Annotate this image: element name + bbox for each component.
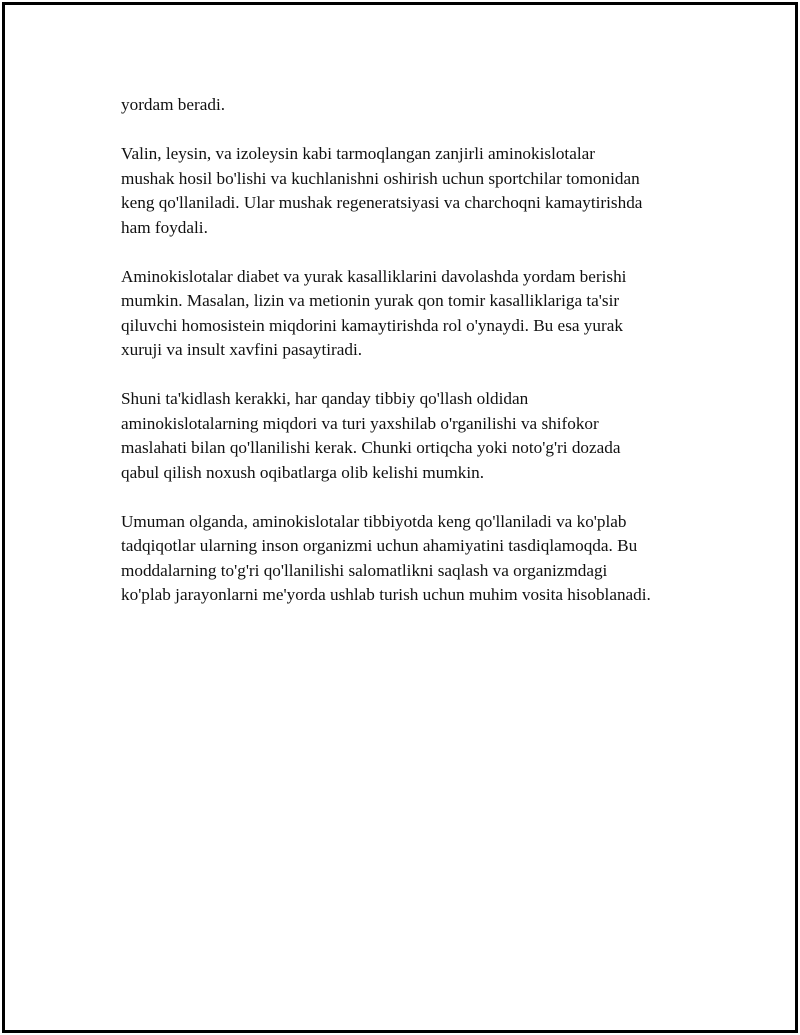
text-line: maslahati bilan qo'llanilishi kerak. Chunki ortiqcha yoki noto'g'ri dozada bbox=[121, 438, 621, 457]
text-line: Shuni ta'kidlash kerakki, har qanday tibbiy qo'llash oldidan bbox=[121, 389, 529, 408]
paragraph-3 bbox=[121, 265, 701, 363]
text-line: mumkin. Masalan, lizin va metionin yurak qon tomir kasalliklariga ta'sir bbox=[121, 291, 620, 310]
text-line: aminokislotalarning miqdori va turi yaxshilab o'rganilishi va shifokor bbox=[121, 413, 599, 433]
text-line: moddalarning to'g'ri qo'llanilishi salomatlikni saqlash va organizmdagi bbox=[121, 560, 608, 580]
text-line: keng qo'llaniladi. Ular mushak regeneratsiyasi va charchoqni kamaytirishda bbox=[121, 193, 643, 212]
page-border bbox=[2, 2, 798, 1033]
paragraph-5 bbox=[121, 510, 701, 608]
text-line: xuruji va insult xavfini pasaytiradi. bbox=[121, 340, 363, 359]
text-line: ham foydali. bbox=[121, 217, 208, 237]
text-line: tadqiqotlar ularning inson organizmi uchun ahamiyatini tasdiqlamoqda. Bu bbox=[121, 536, 638, 555]
paragraph-1 bbox=[121, 93, 701, 118]
text-line: yordam beradi. bbox=[121, 95, 226, 114]
text-line: qabul qilish noxush oqibatlarga olib kelishi mumkin. bbox=[121, 462, 484, 482]
text-line: Aminokislotalar diabet va yurak kasalliklarini davolashda yordam berishi bbox=[121, 266, 627, 286]
text-line: Umuman olganda, aminokislotalar tibbiyotda keng qo'llaniladi va ko'plab bbox=[121, 511, 627, 531]
document-body bbox=[121, 93, 701, 632]
paragraph-4 bbox=[121, 387, 701, 485]
text-line: Valin, leysin, va izoleysin kabi tarmoqlangan zanjirli aminokislotalar bbox=[121, 144, 595, 163]
paragraph-2 bbox=[121, 142, 701, 240]
text-line: mushak hosil bo'lishi va kuchlanishni oshirish uchun sportchilar tomonidan bbox=[121, 168, 640, 188]
text-line: qiluvchi homosistein miqdorini kamaytirishda rol o'ynaydi. Bu esa yurak bbox=[121, 315, 623, 335]
text-line: ko'plab jarayonlarni me'yorda ushlab turish uchun muhim vosita hisoblanadi. bbox=[121, 585, 651, 604]
